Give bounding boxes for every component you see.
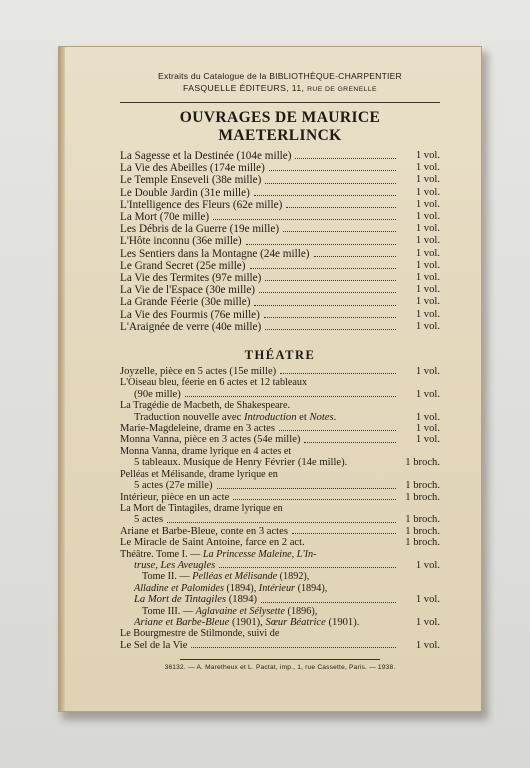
book-spine-edge (59, 47, 65, 711)
work-title: La Vie des Fourmis (76e mille) (120, 308, 260, 321)
work-volume: 1 vol. (415, 235, 440, 247)
work-row (120, 272, 440, 284)
list-item: Le Bourgmestre de Stilmonde, suivi de (120, 628, 280, 640)
list-item: Joyzelle, pièce en 5 actes (15e mille) 1 vol. (120, 366, 440, 378)
work-row (120, 162, 440, 174)
list-item: Pelléas et Mélisande, drame lyrique en (120, 468, 278, 480)
theatre-heading: THÉATRE (244, 348, 316, 363)
theatre-list (120, 366, 440, 651)
publisher-line (120, 82, 440, 96)
work-title: Les Sentiers dans la Montagne (24e mille) (120, 247, 310, 260)
list-item-continuation: 5 actes 1 broch. (134, 514, 440, 526)
work-row (120, 187, 440, 199)
list-item: Tome II. — Pelléas et Mélisande (1892), (142, 571, 310, 583)
work-title: Les Débris de la Guerre (19e mille) (120, 223, 280, 236)
list-item-continuation: Ariane et Barbe-Bleue (1901), Sœur Béatrice (1901). 1 vol. (134, 616, 440, 628)
list-item: L'Oiseau bleu, féerie en 6 actes et 12 tableaux (120, 377, 308, 389)
work-volume: 1 vol. (415, 186, 440, 198)
list-item-continuation: La Mort de Tintagiles (1894) 1 vol. (134, 594, 440, 606)
work-volume: 1 vol. (415, 247, 440, 259)
header-rule (120, 102, 440, 103)
work-row (120, 235, 440, 247)
work-volume: 1 vol. (415, 320, 440, 332)
work-title: La Vie des Abeilles (174e mille) (120, 162, 265, 175)
work-title: L'Hôte inconnu (36e mille) (120, 235, 242, 248)
work-row (120, 223, 440, 235)
publisher-street: RUE DE GRENELLE (307, 86, 377, 93)
list-item: Ariane et Barbe-Bleue, conte en 3 actes 1 broch. (120, 525, 440, 537)
work-row (120, 296, 440, 308)
work-title: La Vie des Termites (97e mille) (120, 272, 262, 285)
work-title: L'Intelligence des Fleurs (62e mille) (120, 198, 283, 211)
list-item: Théâtre. Tome I. — La Princesse Maleine, L'In- (120, 548, 317, 560)
work-title: La Grande Féerie (30e mille) (120, 296, 251, 309)
list-item-continuation: 5 actes (27e mille) 1 broch. (134, 480, 440, 492)
list-item-continuation: Traduction nouvelle avec Introduction et Notes. 1 vol. (134, 411, 440, 423)
work-volume: 1 vol. (415, 296, 440, 308)
list-item: La Mort de Tintagiles, drame lyrique en (120, 502, 283, 514)
work-title: La Vie de l'Espace (30e mille) (120, 284, 256, 297)
publisher-name: FASQUELLE ÉDITEURS, 11, (183, 83, 305, 93)
list-item-continuation: 5 tableaux. Musique de Henry Février (14e mille). 1 broch. (134, 457, 440, 469)
work-volume: 1 vol. (415, 150, 440, 161)
work-title: Le Temple Enseveli (38e mille) (120, 174, 262, 187)
footer-rule (180, 659, 380, 660)
work-row (120, 150, 440, 162)
list-item: Tome III. — Aglavaine et Sélysette (1896), (142, 605, 318, 617)
work-row (120, 199, 440, 211)
list-item: Intérieur, pièce en un acte 1 broch. (120, 491, 440, 503)
list-item: Monna Vanna, pièce en 3 actes (54e mille) 1 vol. (120, 434, 440, 446)
work-row (120, 211, 440, 223)
works-list (120, 150, 440, 333)
work-volume: 1 vol. (415, 223, 440, 235)
work-row (120, 248, 440, 260)
work-title: La Sagesse et la Destinée (104e mille) (120, 150, 292, 162)
work-row (120, 284, 440, 296)
work-title: La Mort (70e mille) (120, 211, 210, 224)
work-row (120, 309, 440, 321)
catalogue-header-line1: Extraits du Catalogue de la BIBLIOTHÈQUE-CHARPENTIER (158, 71, 402, 81)
list-item-continuation: Le Sel de la Vie 1 vol. (120, 639, 440, 651)
work-volume: 1 vol. (415, 284, 440, 296)
work-row (120, 260, 440, 272)
list-item: La Tragédie de Macbeth, de Shakespeare. (120, 400, 291, 412)
work-volume: 1 vol. (415, 259, 440, 271)
work-title: Le Grand Secret (25e mille) (120, 259, 246, 272)
list-item: Marie-Magdeleine, drame en 3 actes 1 vol. (120, 423, 440, 435)
catalogue-page (120, 70, 440, 671)
work-volume: 1 vol. (415, 211, 440, 223)
list-item-continuation: Alladine et Palomides (1894), Intérieur (1894), (134, 582, 328, 594)
work-volume: 1 vol. (415, 198, 440, 210)
work-row (120, 174, 440, 186)
list-item: Monna Vanna, drame lyrique en 4 actes et (120, 445, 292, 457)
work-volume: 1 vol. (415, 272, 440, 284)
printer-footer: 36132. — A. Maretheux et L. Pactat, imp., 1, rue Cassette, Paris. — 1938. (164, 664, 396, 672)
work-row (120, 321, 440, 333)
work-volume: 1 vol. (415, 174, 440, 186)
work-title: Le Double Jardin (31e mille) (120, 186, 250, 199)
work-volume: 1 vol. (415, 162, 440, 174)
page-title: OUVRAGES DE MAURICE MAETERLINCK (179, 109, 381, 144)
work-volume: 1 vol. (415, 308, 440, 320)
list-item-continuation: (90e mille) 1 vol. (134, 388, 440, 400)
list-item: Le Miracle de Saint Antoine, farce en 2 act. 1 broch. (120, 537, 440, 549)
work-title: L'Araignée de verre (40e mille) (120, 320, 262, 333)
list-item-continuation: truse, Les Aveugles 1 vol. (134, 559, 440, 571)
